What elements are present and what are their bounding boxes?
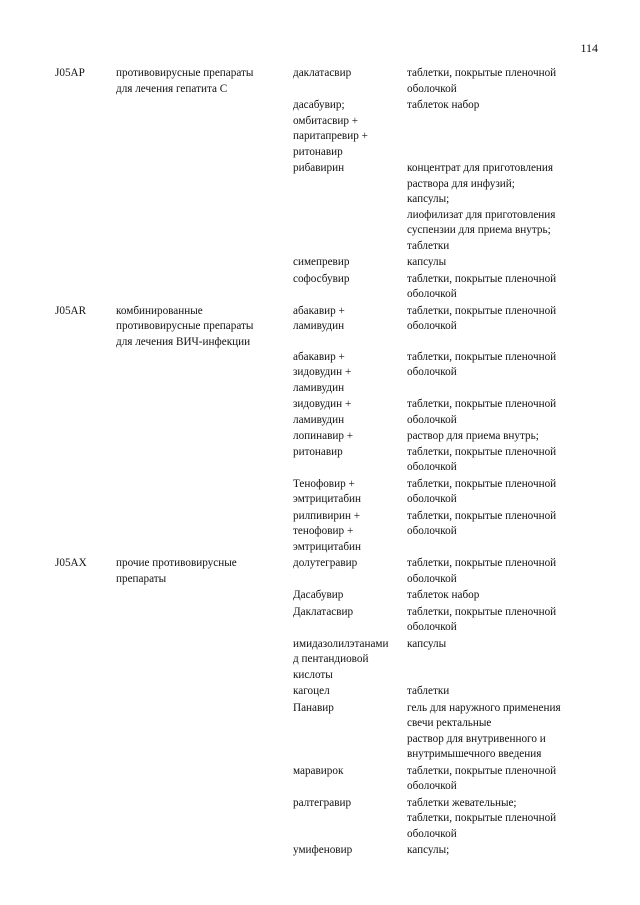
- dosage-form-line: таблетки, покрытые пленочной: [407, 812, 557, 824]
- drug-row: [293, 509, 605, 556]
- dosage-forms: [407, 477, 605, 508]
- drug-row: [293, 764, 605, 795]
- drug-name: [293, 637, 407, 684]
- drug-row: [293, 161, 605, 254]
- drug-name: [293, 764, 407, 795]
- drug-name-line: долутегравир: [293, 557, 358, 569]
- drug-name: [293, 429, 407, 476]
- dosage-forms: [407, 764, 605, 795]
- dosage-forms: [407, 605, 605, 636]
- dosage-form-line: таблетки, покрытые пленочной: [407, 67, 557, 79]
- drug-row: [293, 397, 605, 428]
- dosage-form-line: свечи ректальные: [407, 717, 492, 729]
- dosage-form-line: оболочкой: [407, 82, 457, 95]
- dosage-forms: [407, 796, 605, 843]
- dosage-form-line: таблетки: [407, 239, 450, 252]
- drug-name-line: зидовудин +: [293, 398, 352, 410]
- dosage-form-line: оболочкой: [407, 461, 457, 473]
- drug-name-line: Панавир: [293, 701, 334, 714]
- drug-name-line: симепревир: [293, 256, 350, 268]
- dosage-form-line: таблетки: [407, 685, 450, 697]
- dosage-form-line: таблетки, покрытые пленочной: [407, 272, 557, 285]
- atc-group: [55, 556, 605, 860]
- group-name-line: прочие противовирусные: [116, 557, 237, 569]
- drug-name: [293, 397, 407, 428]
- drug-name: [293, 701, 407, 763]
- drug-name-line: кислоты: [293, 668, 333, 681]
- drug-row: [293, 304, 605, 335]
- drug-name-line: эмтрицитабин: [293, 540, 362, 553]
- dosage-form-line: оболочкой: [407, 572, 457, 585]
- drug-name-line: кагоцел: [293, 685, 330, 697]
- dosage-form-line: оболочкой: [407, 621, 457, 633]
- drug-row: [293, 796, 605, 843]
- dosage-form-line: внутримышечного введения: [407, 748, 542, 760]
- drug-name: [293, 605, 407, 636]
- group-name-line: противовирусные препараты: [116, 67, 254, 79]
- drug-name-line: ламивудин: [293, 413, 345, 426]
- drug-name-line: лопинавир +: [293, 430, 354, 442]
- drug-name-line: омбитасвир +: [293, 114, 359, 127]
- drug-name: [293, 350, 407, 397]
- drug-row: [293, 701, 605, 763]
- drug-name-line: Тенофовир +: [293, 477, 355, 490]
- drug-name: [293, 255, 407, 271]
- dosage-form-line: концентрат для приготовления: [407, 162, 554, 174]
- dosage-form-line: раствора для инфузий;: [407, 177, 515, 190]
- dosage-form-line: оболочкой: [407, 780, 457, 792]
- drug-row: [293, 588, 605, 604]
- atc-group-name: [116, 66, 293, 304]
- drug-name: [293, 588, 407, 604]
- page-number: 114: [580, 41, 598, 55]
- drug-row: [293, 350, 605, 397]
- dosage-form-line: капсулы: [407, 256, 447, 268]
- dosage-forms: [407, 272, 605, 303]
- drug-name-line: Даклатасвир: [293, 605, 354, 618]
- drug-name-line: ралтегравир: [293, 796, 352, 809]
- drug-name-line: даклатасвир: [293, 67, 352, 79]
- drug-row: [293, 637, 605, 684]
- dosage-form-line: оболочкой: [407, 493, 457, 505]
- drug-list: [293, 556, 605, 860]
- drug-row: [293, 98, 605, 160]
- drug-row: [293, 429, 605, 476]
- drug-name-line: эмтрицитабин: [293, 493, 362, 505]
- drug-row: [293, 556, 605, 587]
- drug-name-line: ритонавир: [293, 445, 343, 458]
- drug-row: [293, 272, 605, 303]
- drug-name: [293, 684, 407, 700]
- drug-name-line: дасабувир;: [293, 99, 345, 111]
- dosage-forms: [407, 588, 605, 604]
- atc-code: J05AP: [55, 67, 85, 79]
- drug-name-line: софосбувир: [293, 272, 350, 285]
- drug-name-line: зидовудин +: [293, 366, 352, 378]
- dosage-form-line: таблетки, покрытые пленочной: [407, 764, 557, 777]
- dosage-form-line: таблетки, покрытые пленочной: [407, 605, 557, 618]
- drug-name-line: тенофовир +: [293, 525, 354, 537]
- dosage-form-line: оболочкой: [407, 827, 457, 840]
- dosage-form-line: капсулы: [407, 637, 447, 650]
- dosage-form-line: лиофилизат для приготовления: [407, 208, 556, 221]
- drug-table: [55, 66, 605, 860]
- dosage-forms: [407, 429, 605, 476]
- drug-row: [293, 255, 605, 271]
- drug-name-line: рибавирин: [293, 162, 345, 174]
- dosage-form-line: таблетки, покрытые пленочной: [407, 509, 557, 522]
- dosage-form-line: таблеток набор: [407, 589, 480, 601]
- drug-name: [293, 796, 407, 843]
- dosage-form-line: таблетки жевательные;: [407, 796, 517, 809]
- drug-list: [293, 304, 605, 557]
- dosage-form-line: таблетки, покрытые пленочной: [407, 477, 557, 490]
- drug-row: [293, 477, 605, 508]
- dosage-forms: [407, 397, 605, 428]
- dosage-forms: [407, 161, 605, 254]
- atc-group-name: [116, 304, 293, 557]
- dosage-form-line: таблетки, покрытые пленочной: [407, 557, 557, 569]
- drug-name: [293, 161, 407, 254]
- drug-name-line: абакавир +: [293, 350, 345, 363]
- drug-name: [293, 843, 407, 859]
- dosage-form-line: оболочкой: [407, 320, 457, 332]
- dosage-forms: [407, 304, 605, 335]
- drug-name: [293, 66, 407, 97]
- dosage-form-line: оболочкой: [407, 525, 457, 537]
- dosage-forms: [407, 255, 605, 271]
- dosage-form-line: оболочкой: [407, 366, 457, 378]
- dosage-form-line: гель для наружного применения: [407, 701, 561, 714]
- atc-group: [55, 66, 605, 304]
- drug-name: [293, 509, 407, 556]
- dosage-form-line: капсулы;: [407, 193, 450, 205]
- drug-name-line: имидазолилэтанами: [293, 637, 389, 650]
- group-name-line: противовирусные препараты: [116, 320, 254, 332]
- group-name-line: препараты: [116, 572, 167, 585]
- dosage-forms: [407, 637, 605, 684]
- drug-name: [293, 304, 407, 335]
- dosage-form-line: суспензии для приема внутрь;: [407, 224, 551, 236]
- drug-name-line: ламивудин: [293, 381, 345, 394]
- dosage-form-line: таблетки, покрытые пленочной: [407, 304, 557, 317]
- dosage-form-line: раствор для внутривенного и: [407, 732, 546, 745]
- dosage-forms: [407, 98, 605, 160]
- atc-code: J05AR: [55, 304, 87, 317]
- dosage-form-line: таблеток набор: [407, 99, 480, 111]
- dosage-forms: [407, 350, 605, 397]
- dosage-form-line: таблетки, покрытые пленочной: [407, 350, 557, 363]
- group-name-line: комбинированные: [116, 304, 203, 317]
- drug-name-line: д пентандиовой: [293, 653, 369, 665]
- drug-row: [293, 684, 605, 700]
- drug-name: [293, 98, 407, 160]
- drug-row: [293, 605, 605, 636]
- atc-group: [55, 304, 605, 557]
- drug-name-line: паритапревир +: [293, 130, 368, 142]
- drug-name-line: рилпивирин +: [293, 509, 361, 522]
- drug-name: [293, 272, 407, 303]
- dosage-forms: [407, 843, 605, 859]
- drug-row: [293, 843, 605, 859]
- group-name-line: для лечения ВИЧ-инфекции: [116, 335, 251, 348]
- dosage-form-line: таблетки, покрытые пленочной: [407, 398, 557, 410]
- dosage-forms: [407, 684, 605, 700]
- drug-name-line: абакавир +: [293, 304, 345, 317]
- drug-name-line: ритонавир: [293, 145, 343, 158]
- drug-name-line: умифеновир: [293, 844, 353, 856]
- dosage-form-line: оболочкой: [407, 413, 457, 426]
- atc-code: J05AX: [55, 557, 87, 569]
- drug-name-line: ламивудин: [293, 320, 345, 332]
- drug-name-line: Дасабувир: [293, 589, 344, 601]
- drug-name: [293, 477, 407, 508]
- drug-row: [293, 66, 605, 97]
- drug-name-line: маравирок: [293, 764, 344, 777]
- drug-list: [293, 66, 605, 304]
- dosage-forms: [407, 701, 605, 763]
- atc-group-name: [116, 556, 293, 860]
- dosage-form-line: оболочкой: [407, 288, 457, 300]
- dosage-form-line: раствор для приема внутрь;: [407, 430, 539, 442]
- dosage-form-line: таблетки, покрытые пленочной: [407, 445, 557, 458]
- drug-name: [293, 556, 407, 587]
- group-name-line: для лечения гепатита С: [116, 82, 228, 95]
- dosage-forms: [407, 509, 605, 556]
- dosage-forms: [407, 556, 605, 587]
- dosage-forms: [407, 66, 605, 97]
- dosage-form-line: капсулы;: [407, 844, 450, 856]
